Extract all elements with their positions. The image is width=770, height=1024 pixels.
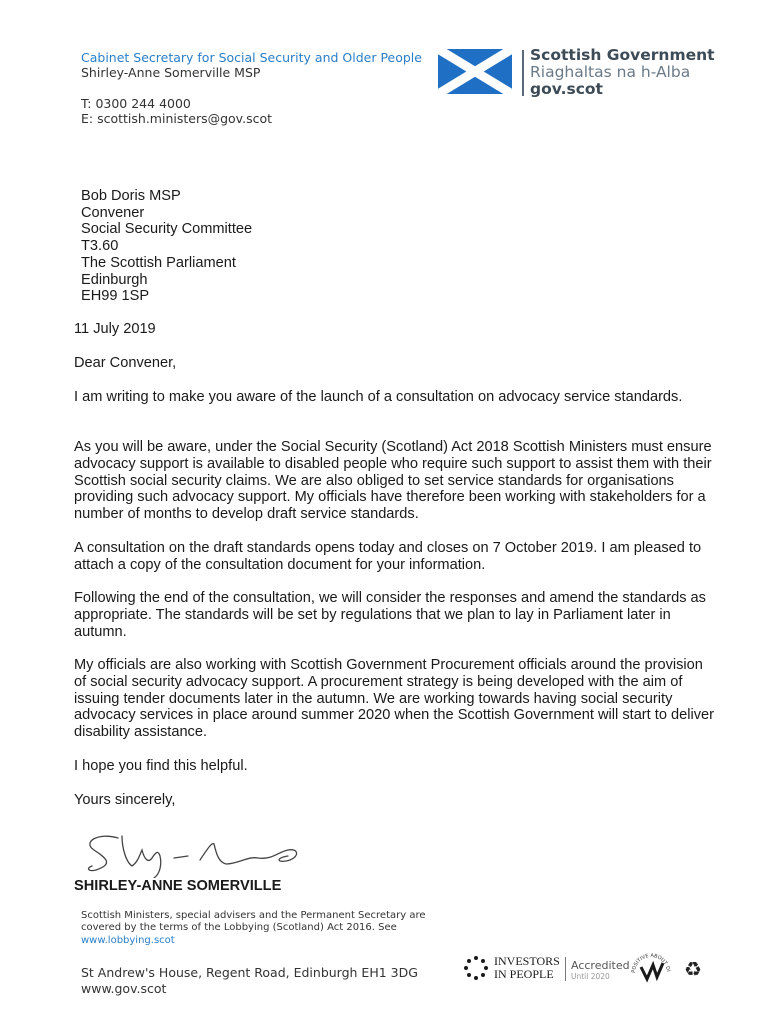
paragraph-text: A consultation on the draft standards opens today and closes on 7 October 2019. I am pleased to attach a copy of the consultation document for your information. (74, 540, 702, 573)
letter-date: 11 July 2019 (74, 321, 156, 337)
salutation: Dear Convener, (74, 355, 177, 371)
paragraph-text: Following the end of the consultation, we will consider the responses and amend the standards as appropriate. The standards will be set by regulations that we plan to lay in Parliament later in autumn. (74, 590, 706, 640)
address-line: T3.60 (81, 238, 119, 255)
sender-contact (81, 96, 272, 126)
accreditation (571, 960, 630, 981)
investors-in-people-logo (494, 955, 560, 980)
iip-line-2: IN PEOPLE (494, 966, 554, 981)
address-line: Social Security Committee (81, 221, 253, 238)
note-line: covered by the terms of the Lobbying (Scotland) Act 2016. See (81, 922, 397, 934)
investors-in-people-icon (463, 955, 489, 981)
iip-line-1: INVESTORS (494, 954, 560, 968)
lobbying-note (81, 910, 426, 947)
paragraph (74, 590, 714, 640)
accredited-until: Until 2020 (571, 972, 610, 981)
sender-email: E: scottish.ministers@gov.scot (81, 111, 273, 126)
logo-line-2: Riaghaltas na h-Alba (530, 63, 691, 81)
logo-line-3: gov.scot (530, 80, 603, 98)
recycle-icon: ♻ (684, 957, 702, 981)
address-line: EH99 1SP (81, 288, 150, 305)
note-line: Scottish Ministers, special advisers and the Permanent Secretary are (81, 910, 426, 921)
recipient-address (81, 188, 252, 305)
handwritten-signature (78, 828, 308, 878)
paragraph (74, 439, 714, 523)
paragraph (74, 540, 714, 574)
accredited-label: Accredited (571, 959, 630, 972)
paragraph-text: I am writing to make you aware of the launch of a consultation on advocacy service standards. (74, 389, 683, 405)
saltire-flag-icon (438, 49, 512, 94)
address-line: Bob Doris MSP (81, 188, 181, 204)
dc-text: POSITIVE ABOUT DI (630, 952, 671, 974)
address-line: Edinburgh (81, 271, 148, 288)
website: www.gov.scot (81, 980, 167, 996)
paragraph-text: My officials are also working with Scottish Government Procurement officials around the provision of social security advocacy support. A procurement strategy is being developed with the aim of issuing tender documents later in the autumn. We are working towards having social security advocacy services in place around summer 2020 when the Scottish Government will start to deliver disability assistance. (74, 657, 714, 741)
accredited-divider (565, 957, 566, 981)
disability-confident-icon (629, 947, 673, 987)
paragraph-text: As you will be aware, under the Social Security (Scotland) Act 2018 Scottish Ministers must ensure advocacy support is available to disabled people who require such support to assist them with their Scottish social security claims. We are also obliged to set service standards for organisations providing such advocacy support. My officials have therefore been working with stakeholders for a number of months to develop draft service standards. (74, 439, 712, 523)
closing: Yours sincerely, (74, 792, 176, 808)
sender-phone: T: 0300 244 4000 (81, 96, 191, 111)
paragraph (74, 758, 714, 775)
signatory-name: SHIRLEY-ANNE SOMERVILLE (74, 878, 282, 894)
lobbying-link[interactable]: www.lobbying.scot (81, 934, 175, 946)
sender-role: Cabinet Secretary for Social Security and Older People (81, 50, 422, 65)
address-line: Convener (81, 204, 145, 221)
scottish-government-logo (530, 47, 715, 98)
paragraph (74, 389, 714, 406)
paragraph-text: I hope you find this helpful. (74, 758, 248, 774)
sender-block (81, 50, 422, 80)
footer-address (81, 965, 418, 996)
logo-divider (522, 50, 524, 96)
logo-line-1: Scottish Government (530, 46, 715, 64)
address-line: The Scottish Parliament (81, 254, 236, 271)
paragraph (74, 657, 714, 741)
office-address: St Andrew's House, Regent Road, Edinburgh EH1 3DG (81, 965, 418, 980)
sender-name: Shirley-Anne Somerville MSP (81, 65, 261, 80)
